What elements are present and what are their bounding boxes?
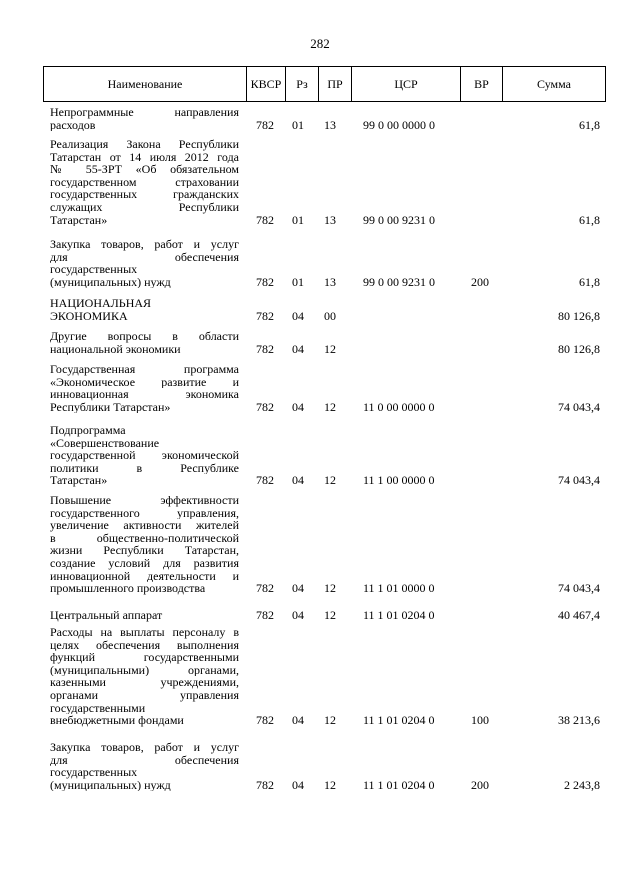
row-name-line: Республики Татарстан» xyxy=(50,400,171,414)
cell-rz: 04 xyxy=(292,713,304,728)
cell-kvsr: 782 xyxy=(256,117,274,132)
row-name xyxy=(50,138,239,226)
cell-vr: 200 xyxy=(471,777,489,792)
cell-pr: 12 xyxy=(324,399,336,414)
row-name-line: государственном страховании xyxy=(50,175,239,189)
cell-pr: 12 xyxy=(324,608,336,622)
cell-kvsr: 782 xyxy=(256,473,274,488)
row-name-line: органами управления xyxy=(50,688,239,702)
header-kvsr: КВСР xyxy=(247,67,286,101)
cell-csr: 11 1 01 0204 0 xyxy=(363,608,435,622)
row-name xyxy=(50,626,239,727)
cell-csr: 11 1 01 0000 0 xyxy=(363,581,435,596)
cell-sum: 80 126,8 xyxy=(558,308,600,323)
cell-kvsr: 782 xyxy=(256,777,274,792)
row-name xyxy=(50,424,239,487)
header-name: Наименование xyxy=(44,67,247,101)
row-name-line: Татарстан» xyxy=(50,474,108,487)
row-name-line: Государственная программа xyxy=(50,363,239,376)
row-name xyxy=(50,297,239,322)
row-name-line: Подпрограмма xyxy=(50,424,126,437)
cell-sum: 38 213,6 xyxy=(558,713,600,728)
row-name xyxy=(50,106,239,131)
header-vr: ВР xyxy=(461,67,503,101)
cell-rz: 04 xyxy=(292,341,304,356)
row-name xyxy=(50,330,239,355)
cell-sum: 61,8 xyxy=(579,274,600,289)
header-pr: ПР xyxy=(319,67,352,101)
cell-rz: 04 xyxy=(292,308,304,323)
table-row xyxy=(0,138,640,226)
row-name-line: национальной экономики xyxy=(50,342,181,356)
row-name-line: политики в Республике xyxy=(50,461,239,475)
cell-sum: 40 467,4 xyxy=(558,608,600,622)
row-name-line: «Экономическое развитие и xyxy=(50,375,239,389)
cell-csr: 99 0 00 9231 0 xyxy=(363,212,435,227)
row-name-line: Татарстан» xyxy=(50,213,108,227)
page-number: 282 xyxy=(310,36,330,51)
row-name-line: государственных xyxy=(50,263,138,276)
cell-pr: 12 xyxy=(324,581,336,596)
cell-sum: 2 243,8 xyxy=(564,777,600,792)
cell-kvsr: 782 xyxy=(256,581,274,596)
table-row xyxy=(0,609,640,622)
cell-kvsr: 782 xyxy=(256,212,274,227)
cell-kvsr: 782 xyxy=(256,341,274,356)
row-name-line: Закупка товаров, работ и услуг xyxy=(50,741,239,754)
table-row xyxy=(0,297,640,322)
row-name-line: Расходы на выплаты персоналу в xyxy=(50,626,239,639)
row-name xyxy=(50,363,239,413)
row-name-line: в общественно-политической xyxy=(50,531,239,545)
cell-sum: 74 043,4 xyxy=(558,581,600,596)
cell-rz: 04 xyxy=(292,777,304,792)
cell-sum: 80 126,8 xyxy=(558,341,600,356)
row-name-line: Непрограммные направления xyxy=(50,106,239,119)
row-name-line: казенными учреждениями, xyxy=(50,676,239,689)
cell-csr: 11 1 01 0204 0 xyxy=(363,777,435,792)
row-name-line: ЭКОНОМИКА xyxy=(50,309,128,323)
row-name xyxy=(50,494,239,595)
cell-sum: 61,8 xyxy=(579,212,600,227)
cell-rz: 01 xyxy=(292,212,304,227)
header-rz: Рз xyxy=(286,67,319,101)
row-name xyxy=(50,609,239,622)
cell-pr: 13 xyxy=(324,212,336,227)
cell-csr: 99 0 00 0000 0 xyxy=(363,117,435,132)
cell-csr: 11 1 00 0000 0 xyxy=(363,473,435,488)
row-name-line: Реализация Закона Республики xyxy=(50,138,239,151)
row-name-line: целях обеспечения выполнения xyxy=(50,638,239,652)
table-row xyxy=(0,741,640,791)
cell-vr: 100 xyxy=(471,713,489,728)
row-name-line: «Совершенствование xyxy=(50,436,160,450)
cell-sum: 74 043,4 xyxy=(558,399,600,414)
cell-sum: 61,8 xyxy=(579,117,600,132)
cell-rz: 04 xyxy=(292,581,304,596)
cell-kvsr: 782 xyxy=(256,308,274,323)
cell-csr: 11 1 01 0204 0 xyxy=(363,713,435,728)
cell-rz: 04 xyxy=(292,608,304,622)
cell-pr: 00 xyxy=(324,308,336,323)
cell-rz: 01 xyxy=(292,117,304,132)
table-row xyxy=(0,363,640,413)
row-name-line: № 55-ЗРТ «Об обязательном xyxy=(50,163,239,176)
row-name-line: государственных xyxy=(50,766,138,779)
row-name xyxy=(50,741,239,791)
cell-pr: 12 xyxy=(324,473,336,488)
row-name-line: увеличение активности жителей xyxy=(50,519,239,532)
table-row xyxy=(0,424,640,487)
table-row xyxy=(0,238,640,288)
row-name-line: для обеспечения xyxy=(50,250,239,264)
cell-pr: 12 xyxy=(324,713,336,728)
cell-pr: 12 xyxy=(324,777,336,792)
header-csr: ЦСР xyxy=(352,67,461,101)
cell-csr: 99 0 00 9231 0 xyxy=(363,274,435,289)
row-name-line: Татарстан от 14 июля 2012 года xyxy=(50,150,239,164)
row-name-line: расходов xyxy=(50,118,96,132)
table-row xyxy=(0,106,640,131)
row-name-line: Закупка товаров, работ и услуг xyxy=(50,238,239,251)
cell-rz: 01 xyxy=(292,274,304,289)
cell-pr: 12 xyxy=(324,341,336,356)
row-name-line: (муниципальных) нужд xyxy=(50,275,171,289)
row-name-line: (муниципальных) нужд xyxy=(50,778,171,792)
row-name-line: жизни Республики Татарстан, xyxy=(50,544,239,557)
row-name-line: функций государственными xyxy=(50,651,239,664)
row-name-line: для обеспечения xyxy=(50,753,239,767)
cell-kvsr: 782 xyxy=(256,713,274,728)
table-header xyxy=(43,66,606,102)
cell-kvsr: 782 xyxy=(256,399,274,414)
row-name-line: Другие вопросы в области xyxy=(50,330,239,343)
cell-kvsr: 782 xyxy=(256,608,274,622)
row-name-line: государственной экономической xyxy=(50,449,239,462)
cell-sum: 74 043,4 xyxy=(558,473,600,488)
row-name-line: создание условий для развития xyxy=(50,556,239,570)
row-name-line: Повышение эффективности xyxy=(50,494,239,507)
row-name-line: внебюджетными фондами xyxy=(50,714,184,727)
row-name-line: государственных гражданских xyxy=(50,188,239,201)
row-name-line: инновационная экономика xyxy=(50,388,239,401)
cell-kvsr: 782 xyxy=(256,274,274,289)
table-row xyxy=(0,494,640,595)
row-name-line: инновационной деятельности и xyxy=(50,569,239,583)
row-name-line: государственного управления, xyxy=(50,506,239,520)
header-sum: Сумма xyxy=(537,77,571,91)
row-name-line: Центральный аппарат xyxy=(50,609,163,622)
table-row xyxy=(0,626,640,727)
row-name-line: НАЦИОНАЛЬНАЯ xyxy=(50,297,152,310)
row-name-line: (муниципальными) органами, xyxy=(50,663,239,677)
row-name-line: служащих Республики xyxy=(50,200,239,214)
cell-vr: 200 xyxy=(471,274,489,289)
row-name-line: промышленного производства xyxy=(50,582,206,595)
row-name-line: государственными xyxy=(50,701,146,715)
cell-rz: 04 xyxy=(292,399,304,414)
table-row xyxy=(0,330,640,355)
cell-csr: 11 0 00 0000 0 xyxy=(363,399,435,414)
row-name xyxy=(50,238,239,288)
cell-pr: 13 xyxy=(324,274,336,289)
cell-rz: 04 xyxy=(292,473,304,488)
cell-pr: 13 xyxy=(324,117,336,132)
